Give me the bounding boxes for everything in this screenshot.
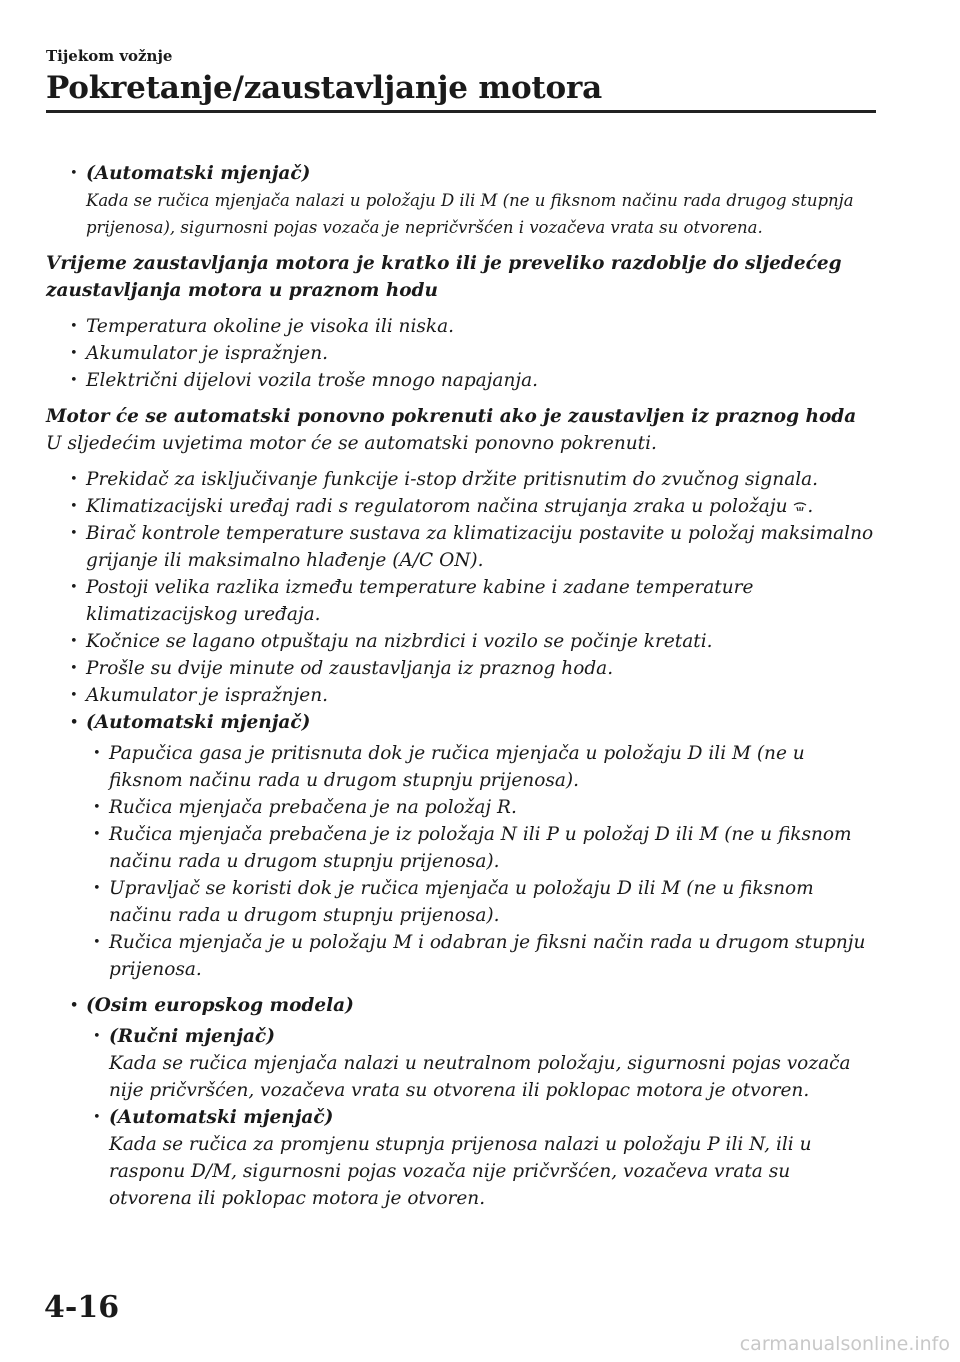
list-item xyxy=(68,493,876,520)
page-number: 4-16 xyxy=(44,1290,120,1325)
list-item: • Prošle su dvije minute od zaustavljanja iz praznog hoda. xyxy=(68,655,876,682)
item-text: Kada se ručica mjenjača nalazi u neutralnom položaju, sigurnosni pojas vozača nije pričvršćen, vozačeva vrata su otvorena ili poklopac motora je otvoren. xyxy=(109,1053,851,1101)
page-content xyxy=(46,160,876,1212)
list-item-label: • (Automatski mjenjač) xyxy=(68,709,876,736)
item-label: • (Automatski mjenjač) xyxy=(109,1107,334,1128)
chapter-title: Pokretanje/zaustavljanje motora xyxy=(46,70,603,106)
watermark: carmanualsonline.info xyxy=(739,1333,950,1355)
section-heading: Vrijeme zaustavljanja motora je kratko ili je preveliko razdoblje do sljedećeg zaustavljanja motora u praznom hodu xyxy=(46,253,842,301)
list-item: • Akumulator je ispražnjen. xyxy=(68,340,876,367)
item-label: • (Automatski mjenjač) xyxy=(86,163,311,184)
list-item: • Kočnice se lagano otpuštaju na nizbrdici i vozilo se počinje kretati. xyxy=(68,628,876,655)
item-text: Kada se ručica za promjenu stupnja prijenosa nalazi u položaju P ili N, ili u rasponu D/M, sigurnosni pojas vozača nije pričvršćen, vozačeva vrata su otvorena ili poklopac motora je otvoren. xyxy=(109,1134,812,1209)
list-item xyxy=(68,160,876,241)
item-text: Kada se ručica mjenjača nalazi u položaju D ili M (ne u fiksnom načinu rada drugog stupnja prijenosa), sigurnosni pojas vozača je nepričvršćen i vozačeva vrata su otvorena. xyxy=(86,191,854,237)
header-rule xyxy=(46,110,876,113)
list-item: • Temperatura okoline je visoka ili niska. xyxy=(68,313,876,340)
section-heading: Motor će se automatski ponovno pokrenuti ako je zaustavljen iz praznog hoda xyxy=(46,406,857,427)
item-text-end: . xyxy=(807,496,814,517)
sub-list-item xyxy=(91,1104,876,1212)
page-header xyxy=(46,46,876,108)
sub-list-item xyxy=(91,1023,876,1104)
list-item: • Prekidač za isključivanje funkcije i-stop držite pritisnutim do zvučnog signala. xyxy=(68,466,876,493)
list-item: • Postoji velika razlika između temperature kabine i zadane temperature klimatizacijskog uređaja. xyxy=(68,574,876,628)
item-text: Klimatizacijski uređaj radi s regulatorom načina strujanja zraka u položaju xyxy=(86,496,788,517)
defroster-icon xyxy=(793,499,807,513)
list-item-label: • (Osim europskog modela) xyxy=(68,992,876,1019)
list-item: • Električni dijelovi vozila troše mnogo napajanja. xyxy=(68,367,876,394)
section-intro: U sljedećim uvjetima motor će se automatski ponovno pokrenuti. xyxy=(46,433,657,454)
list-item: • Akumulator je ispražnjen. xyxy=(68,682,876,709)
section-label: Tijekom vožnje xyxy=(46,47,173,65)
item-label: • (Ručni mjenjač) xyxy=(109,1026,275,1047)
sub-list-item: • Ručica mjenjača je u položaju M i odabran je fiksni način rada u drugom stupnju prijenosa. xyxy=(91,929,876,983)
sub-list-item: • Papučica gasa je pritisnuta dok je ručica mjenjača u položaju D ili M (ne u fiksnom načinu rada u drugom stupnju prijenosa). xyxy=(91,740,876,794)
list-item: • Birač kontrole temperature sustava za klimatizaciju postavite u položaj maksimalno grijanje ili maksimalno hlađenje (A/C ON). xyxy=(68,520,876,574)
sub-list-item: • Ručica mjenjača prebačena je iz položaja N ili P u položaj D ili M (ne u fiksnom načinu rada u drugom stupnju prijenosa). xyxy=(91,821,876,875)
sub-list-item: • Ručica mjenjača prebačena je na položaj R. xyxy=(91,794,876,821)
sub-list-item: • Upravljač se koristi dok je ručica mjenjača u položaju D ili M (ne u fiksnom načinu rada u drugom stupnju prijenosa). xyxy=(91,875,876,929)
